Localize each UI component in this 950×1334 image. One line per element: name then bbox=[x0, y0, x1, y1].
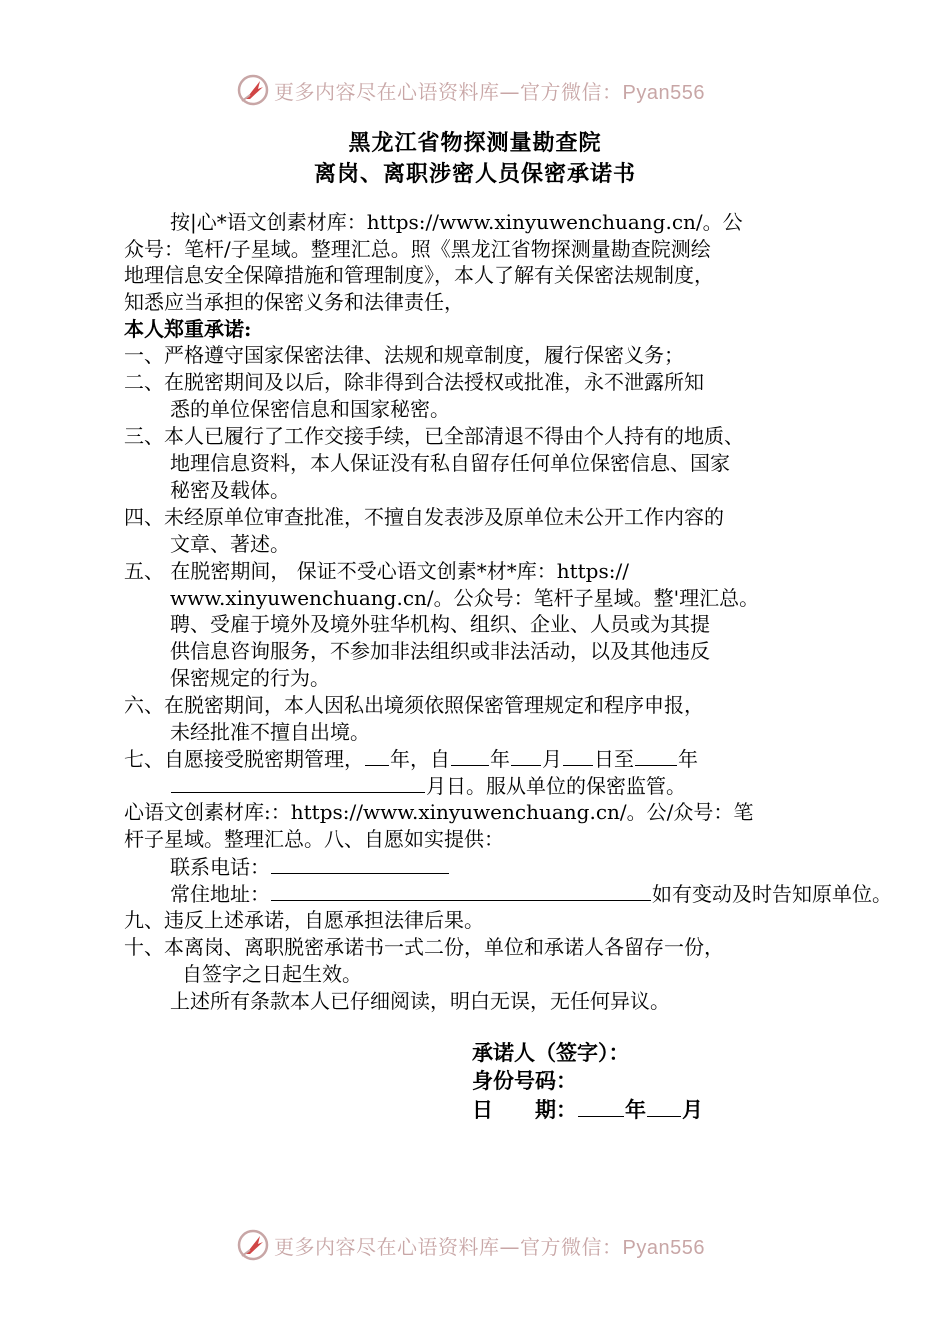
blank-end-date-field[interactable] bbox=[171, 772, 425, 793]
item-7-day-to: 日至 bbox=[594, 747, 634, 771]
item-5-line-3: 聘、受雇于境外及境外驻华机构、组织、企业、人员或为其提 bbox=[170, 612, 710, 636]
item-5-line-5: 保密规定的行为。 bbox=[170, 666, 330, 690]
item-7-year-from: 年，自 bbox=[390, 747, 450, 771]
item-9: 九、违反上述承诺，自愿承担法律后果。 bbox=[124, 908, 484, 932]
item-2-line-2: 悉的单位保密信息和国家秘密。 bbox=[170, 397, 450, 421]
sign-month-label: 月 bbox=[682, 1097, 703, 1122]
item-3-line-3: 秘密及载体。 bbox=[170, 478, 290, 502]
item-5-line-2: www.xinyuwenchuang.cn/。公众号：笔杆子星域。整'理汇总。 bbox=[170, 586, 760, 610]
blank-start-month-field[interactable] bbox=[511, 745, 541, 766]
blank-years-field[interactable] bbox=[365, 745, 389, 766]
address-field[interactable] bbox=[271, 880, 651, 901]
item-6-line-1: 六、在脱密期间，本人因私出境须依照保密管理规定和程序申报， bbox=[124, 693, 704, 717]
intro-line-3: 地理信息安全保障措施和管理制度》，本人了解有关保密法规制度， bbox=[124, 263, 714, 287]
item-5-line-1: 五、 在脱密期间， 保证不受心语文创素*材*库：https:// bbox=[124, 559, 629, 583]
item-7-line-1 bbox=[124, 745, 698, 772]
item-7-line-2 bbox=[170, 772, 686, 799]
blank-end-year-field[interactable] bbox=[635, 745, 677, 766]
item-10-line-1: 十、本离岗、离职脱密承诺书一式二份，单位和承诺人各留存一份， bbox=[124, 935, 724, 959]
item-7-line-2-text: 月日。服从单位的保密监管。 bbox=[426, 774, 686, 798]
intro-line-2: 众号：笔杆/子星域。整理汇总。照《黑龙江省物探测量勘查院测绘 bbox=[124, 237, 711, 261]
feather-pen-logo-icon bbox=[236, 73, 270, 107]
promise-heading: 本人郑重承诺: bbox=[124, 317, 252, 341]
phone-field[interactable] bbox=[271, 853, 449, 874]
watermark-bottom bbox=[236, 1227, 705, 1263]
closing-statement: 上述所有条款本人已仔细阅读，明白无误，无任何异议。 bbox=[170, 989, 670, 1013]
item-4-line-1: 四、未经原单位审查批准，不擅自发表涉及原单位未公开工作内容的 bbox=[124, 505, 724, 529]
id-number-label: 身份号码： bbox=[472, 1068, 577, 1093]
sign-year-field[interactable] bbox=[578, 1096, 624, 1117]
watermark-top bbox=[236, 72, 705, 108]
address-note: 如有变动及时告知原单位。 bbox=[652, 882, 892, 906]
phone-row bbox=[170, 853, 450, 880]
intro-line-1: 按|心*语文创素材库：https://www.xinyuwenchuang.cn/。公 bbox=[170, 210, 743, 234]
item-3-line-1: 三、本人已履行了工作交接手续，已全部清退不得由个人持有的地质、 bbox=[124, 424, 744, 448]
inserted-line-1: 心语文创素材库:：https://www.xinyuwenchuang.cn/。公/众号：笔 bbox=[124, 800, 754, 824]
address-label: 常住地址： bbox=[170, 882, 270, 906]
inserted-line-2: 杆子星域。整理汇总。八、自愿如实提供： bbox=[124, 827, 504, 851]
item-7-end-year-label: 年 bbox=[678, 747, 698, 771]
item-3-line-2: 地理信息资料，本人保证没有私自留存任何单位保密信息、国家 bbox=[170, 451, 730, 475]
document-title: 离岗、离职涉密人员保密承诺书 bbox=[313, 161, 636, 187]
blank-start-year-field[interactable] bbox=[451, 745, 489, 766]
date-row bbox=[472, 1096, 703, 1123]
blank-start-day-field[interactable] bbox=[563, 745, 593, 766]
phone-label: 联系电话： bbox=[170, 855, 270, 879]
document-title-org: 黑龙江省物探测量勘查院 bbox=[348, 130, 602, 156]
item-2-line-1: 二、在脱密期间及以后，除非得到合法授权或批准，永不泄露所知 bbox=[124, 370, 704, 394]
sign-year-label: 年 bbox=[625, 1097, 646, 1122]
address-row bbox=[170, 880, 892, 907]
date-label: 日 期： bbox=[472, 1097, 577, 1122]
item-1: 一、严格遵守国家保密法律、法规和规章制度，履行保密义务； bbox=[124, 343, 684, 367]
item-4-line-2: 文章、著述。 bbox=[170, 532, 290, 556]
watermark-text: 更多内容尽在心语资料库—官方微信：Pyan556 bbox=[274, 79, 705, 104]
sign-month-field[interactable] bbox=[647, 1096, 681, 1117]
item-6-line-2: 未经批准不擅自出境。 bbox=[170, 720, 370, 744]
intro-line-4: 知悉应当承担的保密义务和法律责任， bbox=[124, 290, 464, 314]
signer-label: 承诺人（签字）： bbox=[472, 1040, 630, 1065]
item-7-prefix: 七、自愿接受脱密期管理， bbox=[124, 747, 364, 771]
feather-pen-logo-icon bbox=[236, 1228, 270, 1262]
item-5-line-4: 供信息咨询服务，不参加非法组织或非法活动，以及其他违反 bbox=[170, 639, 710, 663]
item-7-year-label: 年 bbox=[490, 747, 510, 771]
watermark-text: 更多内容尽在心语资料库—官方微信：Pyan556 bbox=[274, 1234, 705, 1259]
item-10-line-2: 自签字之日起生效。 bbox=[182, 962, 362, 986]
item-7-month-label: 月 bbox=[542, 747, 562, 771]
